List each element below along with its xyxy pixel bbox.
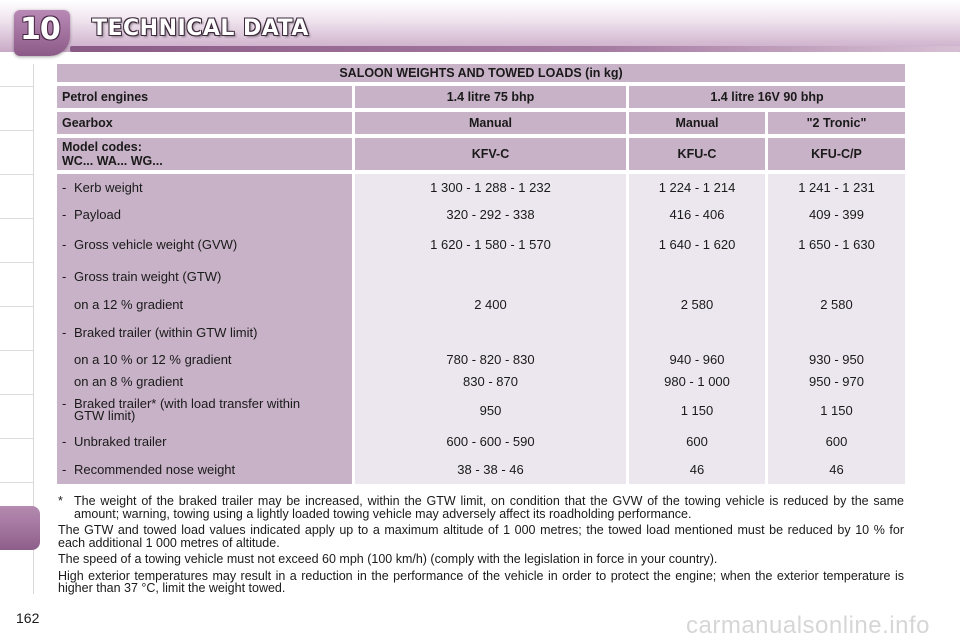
table-row <box>57 260 905 292</box>
row-label <box>57 174 355 200</box>
cell-value: 600 - 600 - 590 <box>355 428 629 454</box>
row-dash: - <box>62 433 67 449</box>
cell-value: 930 - 950 <box>768 348 905 370</box>
model-code-col-1: KFV-C <box>355 138 629 174</box>
cell-value <box>629 316 768 348</box>
row-dash: - <box>62 179 67 195</box>
row-label-text: Braked trailer* (with load transfer within <box>74 396 301 411</box>
table-row <box>57 174 905 200</box>
row-label <box>57 454 355 484</box>
row-label-text: Gross vehicle weight (GVW) <box>74 236 238 252</box>
gearbox-col-3: "2 Tronic" <box>768 112 905 138</box>
row-label-text: Unbraked trailer <box>74 433 167 449</box>
row-label <box>57 370 355 392</box>
row-dash: - <box>62 324 67 340</box>
model-codes-label <box>57 138 355 174</box>
row-label <box>57 316 355 348</box>
footnote-star: * <box>58 494 63 508</box>
row-dash: - <box>62 206 67 222</box>
cell-value: 320 - 292 - 338 <box>355 200 629 228</box>
cell-value: 46 <box>768 454 905 484</box>
cell-value: 600 <box>768 428 905 454</box>
cell-value: 780 - 820 - 830 <box>355 348 629 370</box>
cell-value: 1 150 <box>629 392 768 428</box>
table-header-row <box>57 138 905 174</box>
tab-divider <box>0 86 34 87</box>
row-label <box>57 392 355 428</box>
row-label <box>57 428 355 454</box>
cell-value: 940 - 960 <box>629 348 768 370</box>
cell-value <box>768 260 905 292</box>
tab-divider <box>0 174 34 175</box>
page-number: 162 <box>16 610 40 626</box>
row-label-text: on a 12 % gradient <box>74 296 184 312</box>
engine-col-1: 1.4 litre 75 bhp <box>355 86 629 112</box>
cell-value: 1 620 - 1 580 - 1 570 <box>355 228 629 260</box>
row-label-text: Gross train weight (GTW) <box>74 268 222 284</box>
table-title: SALOON WEIGHTS AND TOWED LOADS (in kg) <box>57 64 905 86</box>
tab-divider <box>0 306 34 307</box>
table-row <box>57 454 905 484</box>
cell-value: 980 - 1 000 <box>629 370 768 392</box>
row-label-text-2: GTW limit) <box>74 408 136 423</box>
cell-value: 2 580 <box>768 292 905 316</box>
notes-section <box>58 495 904 599</box>
table-row <box>57 370 905 392</box>
weights-table <box>57 64 905 484</box>
tab-divider <box>0 262 34 263</box>
table-row <box>57 228 905 260</box>
cell-value: 409 - 399 <box>768 200 905 228</box>
table-row <box>57 316 905 348</box>
gearbox-label: Gearbox <box>57 112 355 138</box>
cell-value: 2 580 <box>629 292 768 316</box>
table-row <box>57 392 905 428</box>
tab-divider <box>0 438 34 439</box>
engines-label: Petrol engines <box>57 86 355 112</box>
cell-value <box>768 316 905 348</box>
tab-divider <box>0 350 34 351</box>
cell-value: 46 <box>629 454 768 484</box>
cell-value: 830 - 870 <box>355 370 629 392</box>
gearbox-col-2: Manual <box>629 112 768 138</box>
cell-value: 1 224 - 1 214 <box>629 174 768 200</box>
cell-value: 1 650 - 1 630 <box>768 228 905 260</box>
model-codes-line-1: Model codes: <box>62 140 142 154</box>
row-label <box>57 228 355 260</box>
chapter-number: 10 <box>20 12 60 47</box>
cell-value: 600 <box>629 428 768 454</box>
table-row <box>57 292 905 316</box>
table-header-row <box>57 112 905 138</box>
tab-divider <box>0 482 34 483</box>
tab-divider <box>0 394 34 395</box>
row-label-text: on a 10 % or 12 % gradient <box>74 351 232 367</box>
table-header-row <box>57 86 905 112</box>
cell-value <box>355 260 629 292</box>
cell-value: 1 300 - 1 288 - 1 232 <box>355 174 629 200</box>
model-code-col-3: KFU-C/P <box>768 138 905 174</box>
cell-value: 1 640 - 1 620 <box>629 228 768 260</box>
row-label-text: on an 8 % gradient <box>74 373 184 389</box>
cell-value: 2 400 <box>355 292 629 316</box>
row-dash: - <box>62 461 67 477</box>
model-codes-line-2: WC... WA... WG... <box>62 154 163 168</box>
row-label-text: Recommended nose weight <box>74 461 236 477</box>
tab-divider <box>0 218 34 219</box>
row-label <box>57 292 355 316</box>
header-rule <box>70 46 960 52</box>
tab-divider <box>0 130 34 131</box>
row-dash: - <box>62 268 67 284</box>
temperature-note: High exterior temperatures may result in a reduction in the performance of the vehicle in order to protect the engine; when the exterior temperature is higher than 37 °C, limit the weight towed. <box>58 568 904 595</box>
cell-value: 1 241 - 1 231 <box>768 174 905 200</box>
table-row <box>57 428 905 454</box>
altitude-note: The GTW and towed load values indicated apply up to a maximum altitude of 1 000 metres; the towed load mentioned must be reduced by 10 % for each additional 1 000 metres of altitude. <box>58 523 904 550</box>
row-label <box>57 348 355 370</box>
engine-col-2: 1.4 litre 16V 90 bhp <box>629 86 905 112</box>
footnote-text: The weight of the braked trailer may be increased, within the GTW limit, on condition that the GVW of the towing vehicle is reduced by the same amount; warning, towing using a lightly loaded towing vehicle may adversely affect its roadholding performance. <box>74 494 904 521</box>
row-dash: - <box>62 396 67 411</box>
cell-value: 950 <box>355 392 629 428</box>
page-title: TECHNICAL DATA <box>92 16 309 41</box>
cell-value <box>355 316 629 348</box>
active-chapter-tab[interactable] <box>0 506 40 550</box>
table-row <box>57 348 905 370</box>
cell-value: 416 - 406 <box>629 200 768 228</box>
cell-value: 1 150 <box>768 392 905 428</box>
footnote <box>58 495 904 520</box>
row-dash: - <box>62 236 67 252</box>
model-code-col-2: KFU-C <box>629 138 768 174</box>
cell-value: 950 - 970 <box>768 370 905 392</box>
row-label-text: Braked trailer (within GTW limit) <box>74 324 258 340</box>
row-label <box>57 200 355 228</box>
table-row <box>57 200 905 228</box>
gearbox-col-1: Manual <box>355 112 629 138</box>
cell-value: 38 - 38 - 46 <box>355 454 629 484</box>
cell-value <box>629 260 768 292</box>
row-label-text: Payload <box>74 206 121 222</box>
row-label-text: Kerb weight <box>74 179 143 195</box>
row-label <box>57 260 355 292</box>
speed-note: The speed of a towing vehicle must not exceed 60 mph (100 km/h) (comply with the legislation in force in your country). <box>58 552 718 566</box>
watermark: carmanualsonline.info <box>686 612 930 639</box>
